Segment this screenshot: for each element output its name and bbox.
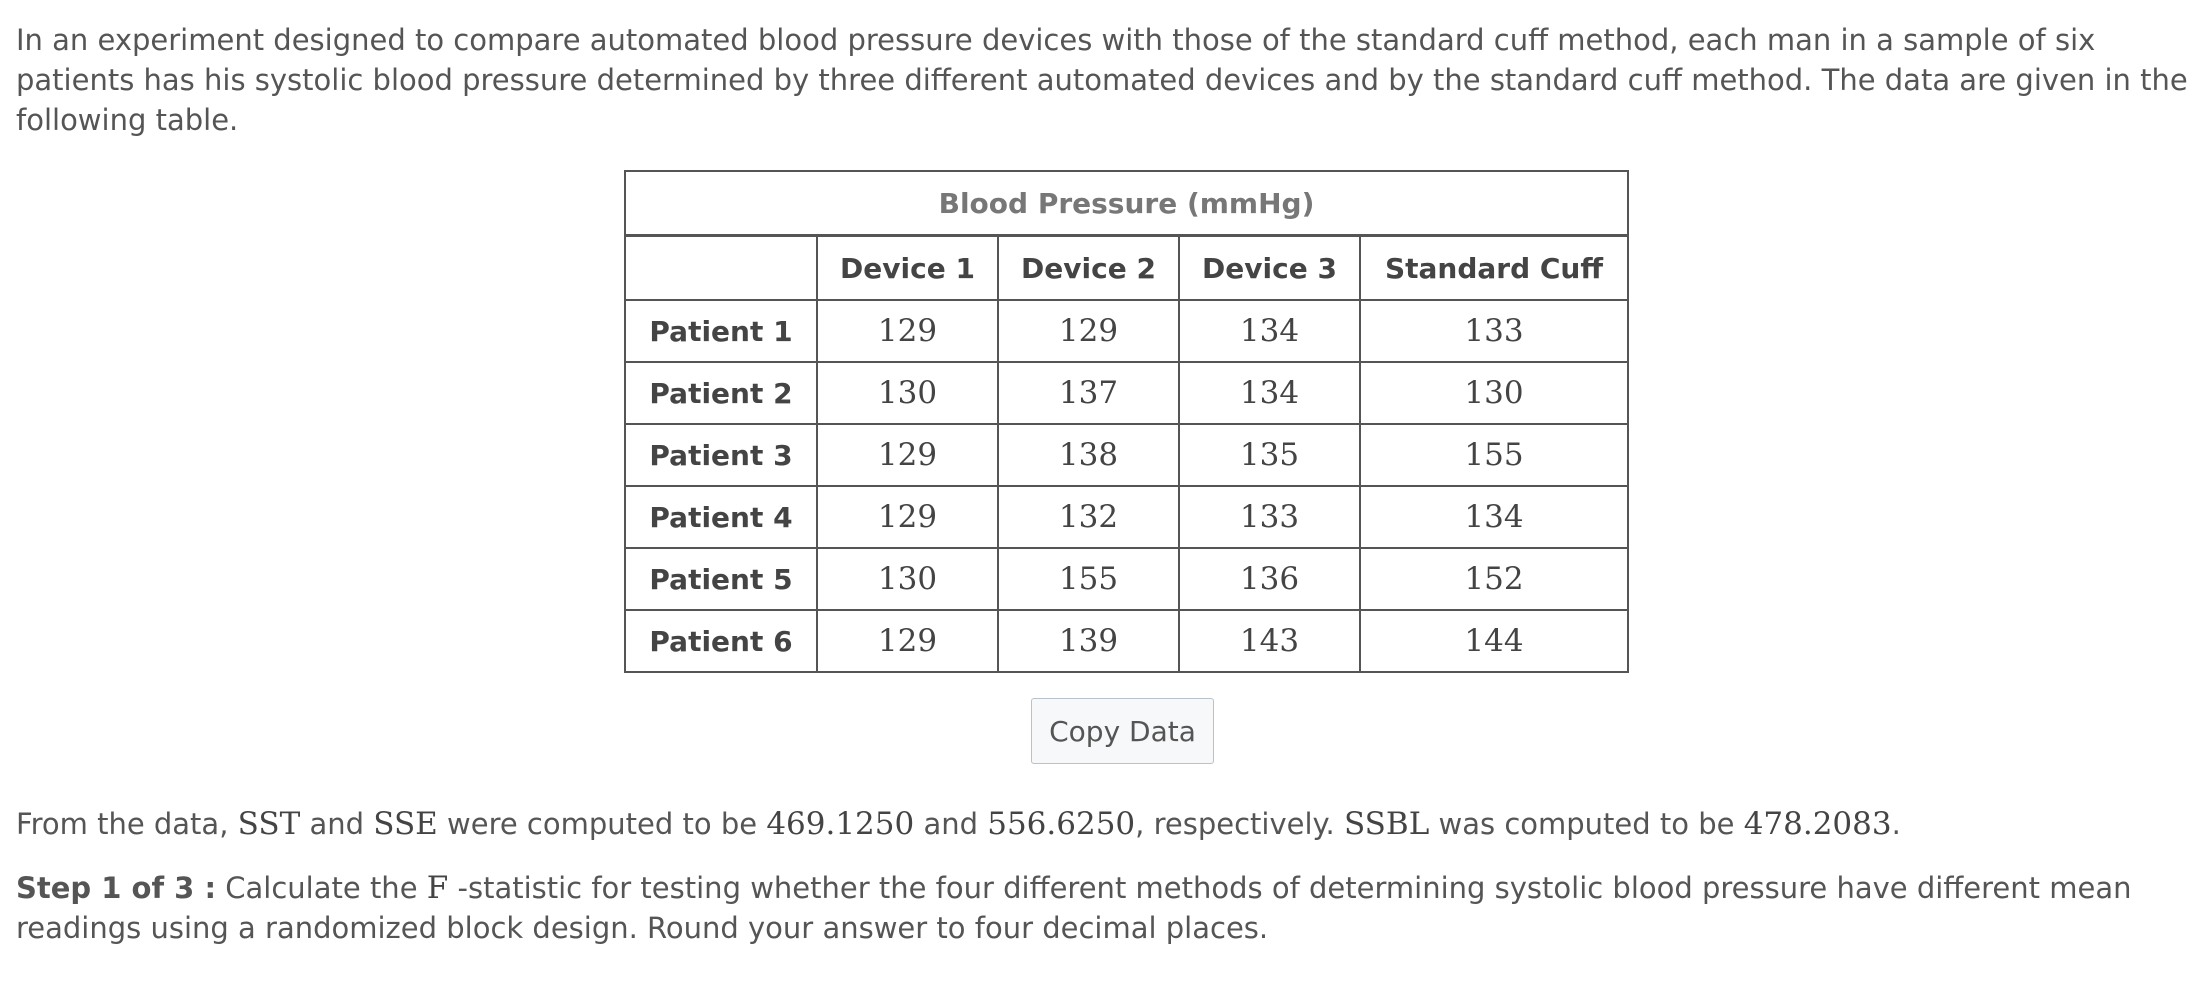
table-cell: 155 (1360, 424, 1628, 486)
step-text: Calculate the (216, 871, 427, 905)
table-cell: 133 (1360, 300, 1628, 362)
table-cell: 155 (998, 548, 1179, 610)
row-header-patient-2: Patient 2 (625, 362, 817, 424)
table-cell: 129 (817, 486, 998, 548)
intro-paragraph: In an experiment designed to compare automated blood pressure devices with those of the standard cuff method, each man in a sample of six patients has his systolic blood pressure determined by three different automated devices and by the standard cuff method. The data are given in the following table. (16, 23, 2188, 137)
ssbl-value: 478.2083 (1743, 806, 1892, 842)
summary-text: From the data, (16, 807, 238, 841)
table-row (625, 610, 1628, 672)
table-row (625, 362, 1628, 424)
summary-text: . (1891, 807, 1901, 841)
table-cell: 143 (1179, 610, 1360, 672)
column-header-standard-cuff: Standard Cuff (1360, 236, 1628, 301)
f-symbol: F (426, 870, 449, 906)
table-caption: Blood Pressure (mmHg) (625, 171, 1628, 236)
table-cell: 133 (1179, 486, 1360, 548)
table-cell: 130 (1360, 362, 1628, 424)
column-header-device-2: Device 2 (998, 236, 1179, 301)
step-text: -statistic for testing whether the four different methods of determining systolic blood pressure have different mean readings using a randomized block design. Round your answer to four decimal places. (16, 871, 2132, 945)
summary-text: and (914, 807, 988, 841)
step-label: Step 1 of 3 : (16, 871, 217, 905)
blood-pressure-table-container (624, 170, 1629, 673)
sst-symbol: SST (237, 806, 301, 842)
row-header-patient-1: Patient 1 (625, 300, 817, 362)
summary-text: , respectively. (1135, 807, 1344, 841)
table-cell: 135 (1179, 424, 1360, 486)
table-cell: 139 (998, 610, 1179, 672)
sse-value: 556.6250 (987, 806, 1136, 842)
table-cell: 134 (1179, 300, 1360, 362)
sst-value: 469.1250 (766, 806, 915, 842)
table-header-row (625, 236, 1628, 301)
table-cell: 130 (817, 548, 998, 610)
table-cell: 129 (998, 300, 1179, 362)
column-header-device-1: Device 1 (817, 236, 998, 301)
summary-text: and (300, 807, 374, 841)
table-cell: 132 (998, 486, 1179, 548)
summary-paragraph (16, 804, 2186, 844)
row-header-patient-3: Patient 3 (625, 424, 817, 486)
summary-text: was computed to be (1429, 807, 1744, 841)
ssbl-symbol: SSBL (1343, 806, 1430, 842)
table-cell: 130 (817, 362, 998, 424)
table-row (625, 300, 1628, 362)
row-header-patient-4: Patient 4 (625, 486, 817, 548)
step-paragraph (16, 868, 2166, 948)
table-cell: 134 (1179, 362, 1360, 424)
table-cell: 129 (817, 424, 998, 486)
table-corner-cell (625, 236, 817, 301)
table-cell: 137 (998, 362, 1179, 424)
table-cell: 144 (1360, 610, 1628, 672)
table-cell: 136 (1179, 548, 1360, 610)
row-header-patient-6: Patient 6 (625, 610, 817, 672)
summary-text: were computed to be (437, 807, 767, 841)
table-cell: 152 (1360, 548, 1628, 610)
table-row (625, 424, 1628, 486)
column-header-device-3: Device 3 (1179, 236, 1360, 301)
copy-data-button[interactable]: Copy Data (1031, 698, 1214, 764)
blood-pressure-table (624, 170, 1629, 673)
table-cell: 129 (817, 610, 998, 672)
table-row (625, 548, 1628, 610)
table-cell: 129 (817, 300, 998, 362)
sse-symbol: SSE (373, 806, 438, 842)
table-cell: 138 (998, 424, 1179, 486)
table-caption-row (625, 171, 1628, 236)
row-header-patient-5: Patient 5 (625, 548, 817, 610)
table-row (625, 486, 1628, 548)
table-cell: 134 (1360, 486, 1628, 548)
